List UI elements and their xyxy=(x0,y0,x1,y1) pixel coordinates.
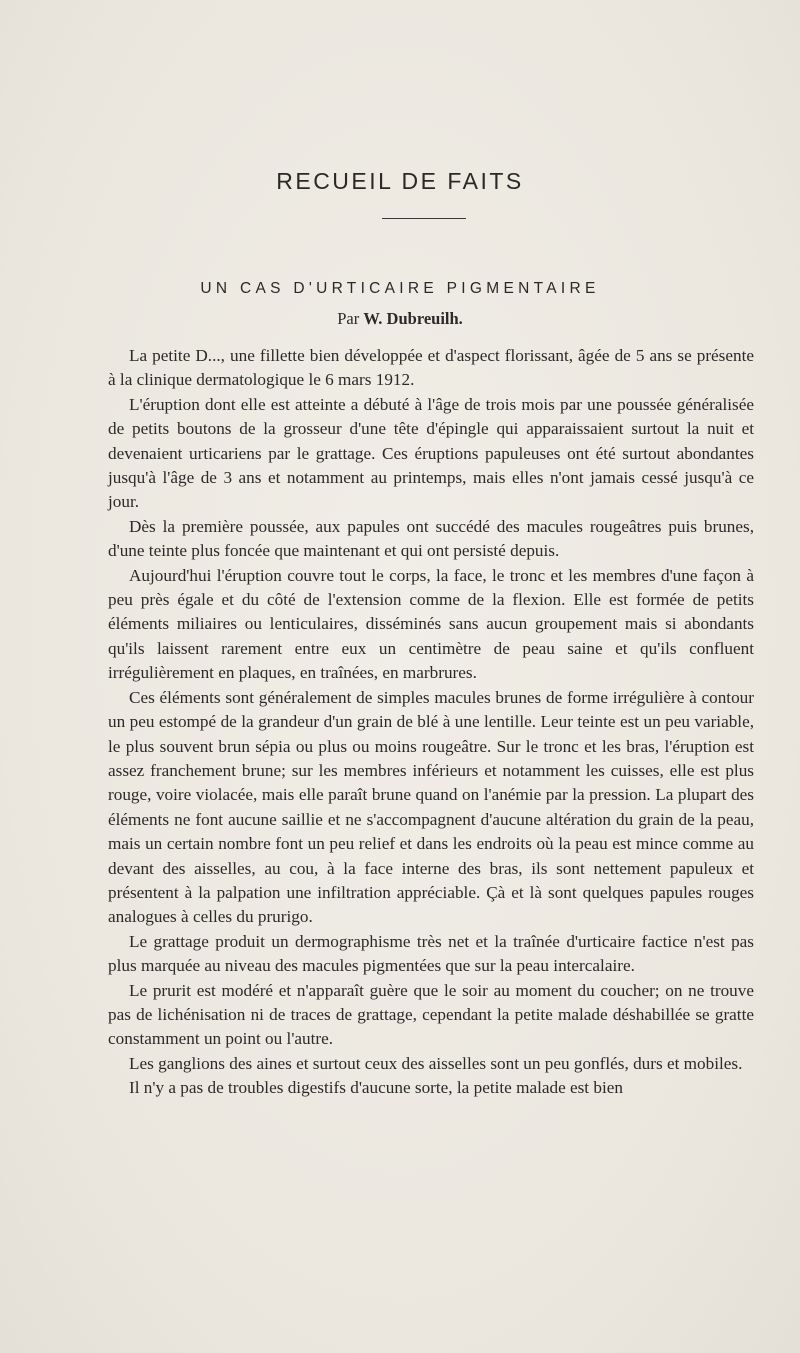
author-name: W. Dubreuilh. xyxy=(363,309,463,328)
paragraph: Ces éléments sont généralement de simples macules brunes de forme irrégulière à contour un peu estompé de la grandeur d'un grain de blé à une lentille. Leur teinte est un peu variable, le plus souvent brun sépia ou plus ou moins rougeâtre. Sur le tronc et les bras, l'éruption est assez franchement brune; sur les membres inférieurs et notamment les cuisses, elle est plus rouge, voire violacée, mais elle paraît brune quand on l'anémie par la pression. La plupart des éléments ne font aucune saillie et ne s'accompagnent d'aucune altération du grain de la peau, mais un certain nombre font un peu relief et dans les endroits où la peau est mince comme au devant des aisselles, au cou, à la face interne des bras, ils sont nettement papuleux et présentent à la palpation une infiltration appréciable. Çà et là sont quelques papules rouges analogues à celles du prurigo. xyxy=(108,687,754,927)
section-title: RECUEIL DE FAITS xyxy=(276,168,524,194)
paragraph: Aujourd'hui l'éruption couvre tout le corps, la face, le tronc et les membres d'une façon à peu près égale et du côté de l'extension comme de la flexion. Elle est formée de petits éléments miliaires ou lenticulaires, disséminés sans aucun groupement mais si abondants qu'ils laissent rarement entre eux un centimètre de peau saine et qu'ils confluent irrégulièrement en plaques, en traînées, en marbrures. xyxy=(108,565,754,683)
paragraph: Le prurit est modéré et n'apparaît guère que le soir au moment du coucher; on ne trouve pas de lichénisation ni de traces de grattage, cependant la petite malade déshabillée se gratte constamment un point ou l'autre. xyxy=(108,980,754,1049)
paragraph: Il n'y a pas de troubles digestifs d'aucune sorte, la petite malade est bien xyxy=(129,1078,623,1098)
paragraph: La petite D..., une fillette bien développée et d'aspect florissant, âgée de 5 ans se présente à la clinique dermatologique le 6 mars 1912. xyxy=(108,346,754,390)
article-title: UN CAS D'URTICAIRE PIGMENTAIRE xyxy=(200,280,600,297)
paragraph: L'éruption dont elle est atteinte a débuté à l'âge de trois mois par une poussée généralisée de petits boutons de la grosseur d'une tête d'épingle qui apparaissaient surtout la nuit et devenaient urticariens par le grattage. Ces éruptions papuleuses ont été surtout abondantes jusqu'à l'âge de 3 ans et notamment au printemps, mais elles n'ont jamais cessé jusqu'à ce jour. xyxy=(108,394,754,512)
byline xyxy=(0,309,800,329)
paragraph: Le grattage produit un dermographisme très net et la traînée d'urticaire factice n'est pas plus marquée au niveau des macules pigmentées que sur la peau intercalaire. xyxy=(108,931,754,976)
article-body xyxy=(108,344,754,1101)
title-rule xyxy=(382,218,466,219)
paragraph: Dès la première poussée, aux papules ont succédé des macules rougeâtres puis brunes, d'une teinte plus foncée que maintenant et qui ont persisté depuis. xyxy=(108,516,754,561)
paragraph: Les ganglions des aines et surtout ceux des aisselles sont un peu gonflés, durs et mobiles. xyxy=(129,1053,743,1073)
byline-prefix: Par xyxy=(337,309,360,328)
